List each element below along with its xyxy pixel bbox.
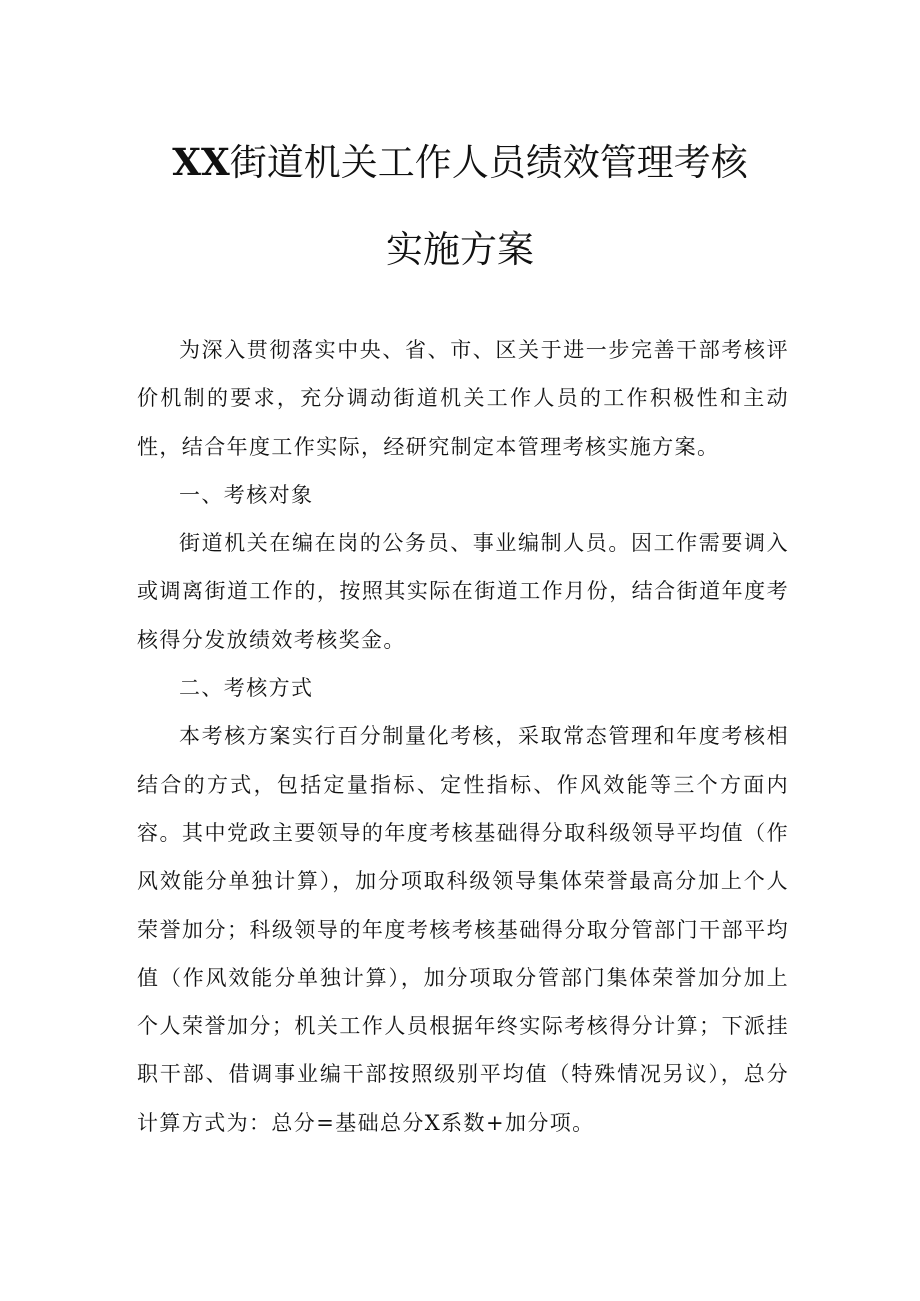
- document-body: [137, 326, 789, 1147]
- title-prefix: XX: [172, 140, 230, 184]
- section-heading-2: 二、考核方式: [179, 676, 314, 701]
- section-heading-1: 一、考核对象: [179, 482, 314, 507]
- intro-paragraph: 为深入贯彻落实中央、省、市、区关于进一步完善干部考核评价机制的要求，充分调动街道机关工作人员的工作积极性和主动性，结合年度工作实际，经研究制定本管理考核实施方案。: [137, 338, 789, 459]
- document-title-line-1: [0, 140, 920, 185]
- section-paragraph-2: 本考核方案实行百分制量化考核，采取常态管理和年度考核相结合的方式，包括定量指标、定性指标、作风效能等三个方面内容。其中党政主要领导的年度考核基础得分取科级领导平均值（作风效能分单独计算），加分项取科级领导集体荣誉最高分加上个人荣誉加分；科级领导的年度考核考核基础得分取分管部门干部平均值（作风效能分单独计算），加分项取分管部门集体荣誉加分加上个人荣誉加分；机关工作人员根据年终实际考核得分计算；下派挂职干部、借调事业编干部按照级别平均值（特殊情况另议），总分计算方式为：总分=基础总分X系数+加分项。: [137, 724, 789, 1135]
- document-title-line-2: 实施方案: [386, 228, 534, 271]
- title-main: 街道机关工作人员绩效管理考核: [229, 141, 748, 184]
- section-paragraph-1: 街道机关在编在岗的公务员、事业编制人员。因工作需要调入或调离街道工作的，按照其实际在街道工作月份，结合街道年度考核得分发放绩效考核奖金。: [137, 531, 789, 652]
